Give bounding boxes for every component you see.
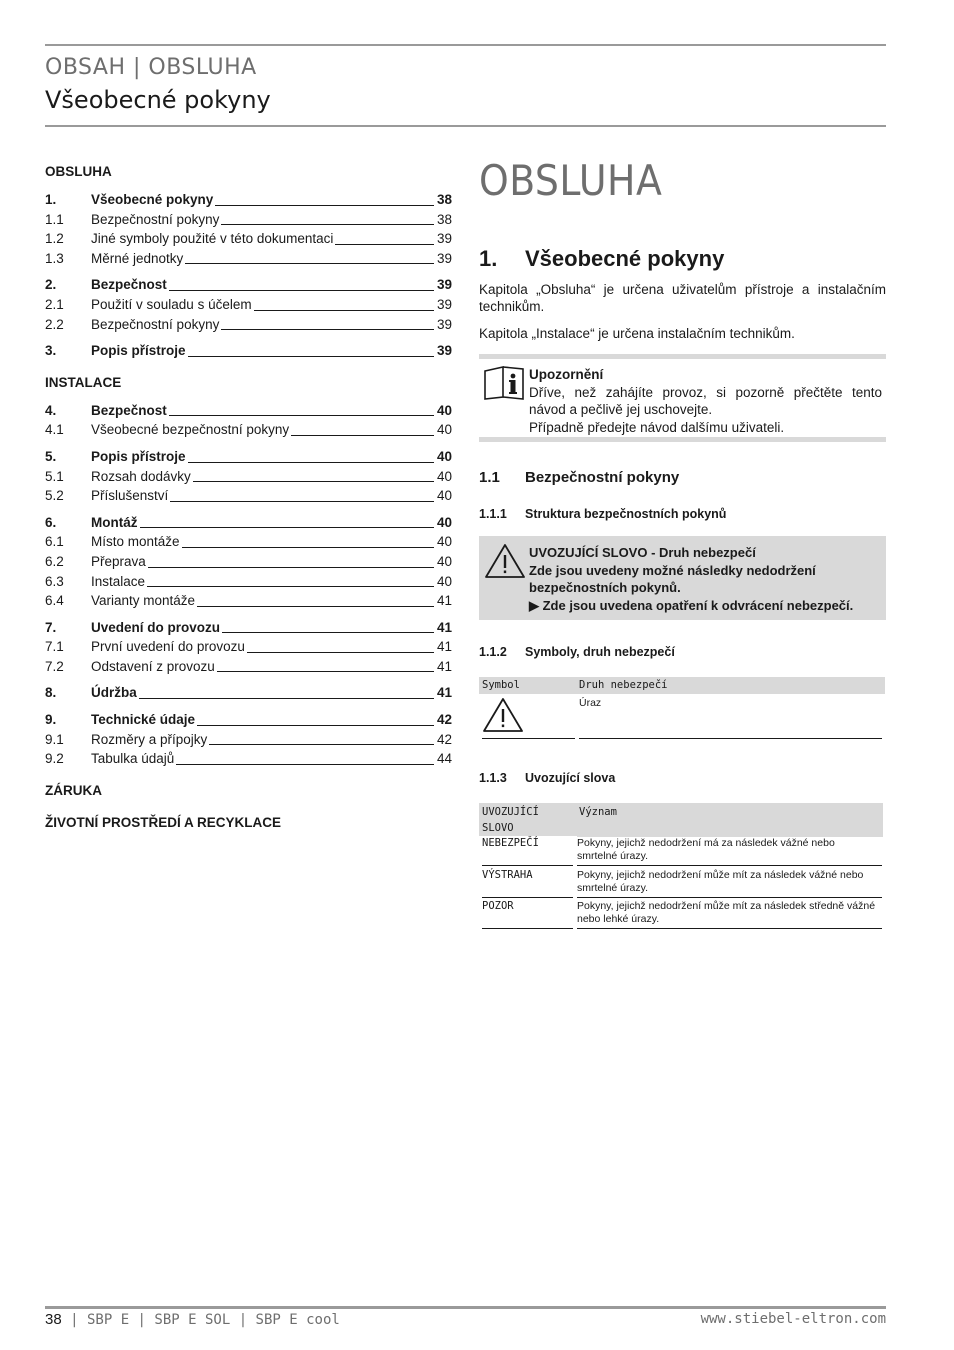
warning-triangle-icon (484, 542, 526, 580)
toc-entry-number: 9.1 (45, 731, 64, 747)
chapter-title: OBSLUHA (479, 156, 663, 205)
section-number: 1.1 (479, 469, 500, 486)
toc-entry[interactable] (45, 657, 452, 677)
toc-entry-page: 40 (436, 553, 452, 569)
table-rule (482, 865, 573, 866)
footer-models: | SBP E | SBP E SOL | SBP E cool (70, 1312, 340, 1328)
toc-entry-title: První uvedení do provozu (91, 639, 245, 655)
toc-entry-page: 40 (436, 448, 452, 464)
toc-leader-line (182, 546, 434, 548)
toc-entry-title: Instalace (91, 573, 146, 589)
toc-leader-line (291, 434, 434, 436)
toc-leader-line (176, 763, 434, 765)
toc-leader-line (185, 262, 434, 264)
toc-entry[interactable] (45, 618, 452, 638)
section-heading-1 (479, 246, 724, 272)
toc-entry-title: Rozměry a přípojky (91, 731, 208, 747)
symbols-header-danger: Druh nebezpečí (577, 677, 885, 694)
toc-entry-number: 2.1 (45, 296, 64, 312)
toc-entry[interactable] (45, 295, 452, 315)
warning-signal: UVOZUJÍCÍ SLOVO - Druh nebezpečí (529, 545, 756, 560)
toc-entry-page: 40 (436, 422, 452, 438)
section-text: Symboly, druh nebezpečí (525, 645, 675, 659)
toc-entry-number: 4.1 (45, 422, 64, 438)
footer-rule (45, 1306, 886, 1309)
toc-leader-line (215, 204, 434, 206)
section-heading-1-1-1 (479, 507, 726, 521)
toc-leader-line (217, 670, 434, 672)
toc-leader-line (222, 631, 434, 633)
toc-heading-instalace: INSTALACE (45, 374, 122, 390)
toc-entry[interactable] (45, 401, 452, 421)
toc-obsluha-list (45, 190, 452, 361)
note-box (479, 354, 886, 442)
toc-entry-page: 39 (436, 231, 452, 247)
table-rule (577, 897, 882, 898)
toc-entry-title: Popis přístroje (91, 343, 186, 359)
signal-meaning: Pokyny, jejichž nedodržení má za následek vážné nebo smrtelné úrazy. (577, 837, 835, 862)
toc-entry-number: 1. (45, 192, 57, 207)
toc-entry-title: Bezpečnostní pokyny (91, 211, 220, 227)
toc-entry-page: 41 (436, 619, 452, 635)
toc-entry-title: Bezpečnost (91, 277, 167, 293)
toc-entry-page: 44 (436, 751, 452, 767)
toc-entry[interactable] (45, 730, 452, 750)
toc-entry-title: Všeobecné pokyny (91, 192, 214, 207)
toc-leader-line (221, 328, 434, 330)
toc-entry-title: Tabulka údajů (91, 751, 175, 767)
toc-entry[interactable] (45, 637, 452, 657)
toc-entry[interactable] (45, 420, 452, 440)
toc-entry-number: 6.1 (45, 534, 64, 550)
toc-entry-title: Technické údaje (91, 712, 196, 728)
header-bottom-rule (45, 125, 886, 127)
section-text: Bezpečnostní pokyny (525, 469, 680, 486)
section-heading-1-1 (479, 469, 679, 486)
signal-word: VÝSTRAHA (482, 869, 533, 881)
toc-entry[interactable] (45, 275, 452, 295)
toc-entry-number: 3. (45, 343, 57, 359)
toc-entry-title: Jiné symboly použité v této dokumentaci (91, 231, 334, 247)
note-title: Upozornění (529, 367, 604, 382)
toc-entry-number: 7. (45, 619, 57, 635)
toc-leader-line (170, 500, 434, 502)
toc-leader-line (254, 309, 434, 311)
section-heading-1-1-2 (479, 645, 675, 659)
section-heading-1-1-3 (479, 771, 615, 785)
table-rule (482, 928, 573, 929)
table-rule (577, 928, 882, 929)
section-text: Všeobecné pokyny (525, 246, 725, 271)
toc-entry-page: 41 (436, 593, 452, 609)
toc-entry-page: 39 (436, 277, 452, 293)
toc-entry[interactable] (45, 249, 452, 269)
toc-entry-title: Popis přístroje (91, 448, 186, 464)
toc-entry-page: 41 (436, 685, 452, 701)
toc-entry-number: 8. (45, 685, 57, 701)
toc-entry-number: 9. (45, 712, 57, 728)
toc-entry[interactable] (45, 190, 452, 210)
warning-consequence: Zde jsou uvedeny možné následky nedodržení bezpečnostních pokynů. (529, 562, 816, 595)
toc-entry-title: Uvedení do provozu (91, 619, 221, 635)
signal-meaning: Pokyny, jejichž nedodržení může mít za následek středně vážné nebo lehké úrazy. (577, 900, 876, 925)
toc-entry-page: 39 (436, 343, 452, 359)
toc-leader-line (209, 743, 434, 745)
toc-leader-line (197, 724, 434, 726)
toc-leader-line (148, 566, 434, 568)
toc-entry-page: 40 (436, 468, 452, 484)
toc-entry[interactable] (45, 486, 452, 506)
toc-entry-number: 6. (45, 514, 57, 530)
toc-entry-title: Použití v souladu s účelem (91, 296, 252, 312)
section-text: Struktura bezpečnostních pokynů (525, 507, 727, 521)
note-text (529, 366, 882, 436)
toc-entry-page: 40 (436, 534, 452, 550)
toc-entry[interactable] (45, 467, 452, 487)
toc-entry[interactable] (45, 532, 452, 552)
toc-entry-title: Měrné jednotky (91, 250, 184, 266)
header-top-rule (45, 44, 886, 46)
header-section-path: OBSAH | OBSLUHA (45, 55, 257, 80)
toc-leader-line (221, 223, 434, 225)
toc-leader-line (197, 605, 434, 607)
signal-header-word-line2: SLOVO (482, 822, 514, 834)
section-number: 1. (479, 246, 498, 271)
toc-entry-number: 1.1 (45, 211, 64, 227)
toc-heading-zivotni: ŽIVOTNÍ PROSTŘEDÍ A RECYKLACE (45, 814, 282, 830)
toc-entry-title: Údržba (91, 685, 137, 701)
toc-entry-page: 41 (436, 639, 452, 655)
warning-box (479, 536, 886, 620)
toc-entry-title: Místo montáže (91, 534, 180, 550)
header-title: Všeobecné pokyny (45, 86, 271, 114)
table-rule (577, 865, 882, 866)
toc-entry[interactable] (45, 552, 452, 572)
toc-entry-title: Rozsah dodávky (91, 468, 191, 484)
toc-entry-title: Montáž (91, 514, 138, 530)
toc-entry-page: 40 (436, 488, 452, 504)
toc-entry-title: Přeprava (91, 553, 146, 569)
intro-paragraph-2: Kapitola „Instalace“ je určena instalačním technikům. (479, 326, 795, 341)
toc-entry[interactable] (45, 447, 452, 467)
toc-entry-number: 9.2 (45, 751, 64, 767)
toc-entry-page: 39 (436, 250, 452, 266)
table-rule (579, 738, 882, 739)
note-line-2: Případně předejte návod dalšímu uživateli. (529, 419, 785, 435)
section-number: 1.1.2 (479, 645, 507, 659)
toc-leader-line (147, 585, 434, 587)
toc-entry-number: 7.2 (45, 658, 64, 674)
toc-entry-number: 5. (45, 448, 57, 464)
toc-entry-number: 2.2 (45, 316, 64, 332)
symbols-header-symbol: Symbol (479, 677, 577, 694)
toc-entry[interactable] (45, 749, 452, 769)
toc-entry[interactable] (45, 210, 452, 230)
toc-entry-page: 42 (436, 712, 452, 728)
toc-entry-page: 39 (436, 296, 452, 312)
table-of-contents (45, 162, 452, 833)
section-number: 1.1.1 (479, 507, 507, 521)
toc-entry[interactable] (45, 315, 452, 335)
toc-leader-line (169, 289, 434, 291)
toc-entry-page: 40 (436, 402, 452, 418)
toc-entry-page: 38 (436, 192, 452, 207)
toc-entry[interactable] (45, 513, 452, 533)
toc-leader-line (139, 697, 434, 699)
warning-triangle-icon (482, 696, 524, 734)
toc-entry-number: 4. (45, 402, 57, 418)
toc-entry-number: 5.1 (45, 468, 64, 484)
footer-left (45, 1311, 340, 1328)
signal-header-word-line1: UVOZUJÍCÍ (482, 806, 539, 818)
toc-leader-line (140, 526, 435, 528)
toc-heading-obsluha: OBSLUHA (45, 164, 112, 179)
warning-text (529, 544, 880, 614)
toc-entry[interactable] (45, 683, 452, 703)
toc-heading-zaruka: ZÁRUKA (45, 782, 102, 798)
toc-entry-number: 6.2 (45, 553, 64, 569)
toc-entry-page: 38 (436, 211, 452, 227)
toc-entry-title: Varianty montáže (91, 593, 196, 609)
table-rule (482, 738, 575, 739)
toc-entry-number: 5.2 (45, 488, 64, 504)
page-number: 38 (45, 1311, 62, 1328)
intro-paragraph-1: Kapitola „Obsluha“ je určena uživatelům přístroje a instalačním technikům. (479, 282, 886, 314)
toc-entry-title: Bezpečnost (91, 402, 167, 418)
toc-entry-number: 6.3 (45, 573, 64, 589)
note-line-1: Dříve, než zahájíte provoz, si pozorně přečtěte tento návod a pečlivě jej uschovejte. (529, 384, 882, 417)
toc-leader-line (188, 355, 434, 357)
toc-leader-line (188, 461, 434, 463)
toc-entry[interactable] (45, 229, 452, 249)
toc-entry-number: 2. (45, 277, 57, 293)
toc-entry[interactable] (45, 710, 452, 730)
symbols-row-danger: Úraz (579, 697, 602, 709)
toc-instalace-list (45, 401, 452, 769)
toc-entry[interactable] (45, 341, 452, 361)
toc-leader-line (169, 414, 434, 416)
toc-entry[interactable] (45, 591, 452, 611)
section-number: 1.1.3 (479, 771, 507, 785)
toc-entry-number: 7.1 (45, 639, 64, 655)
toc-entry-title: Příslušenství (91, 488, 169, 504)
section-text: Uvozující slova (525, 771, 616, 785)
toc-entry-page: 40 (436, 573, 452, 589)
manual-info-icon (483, 365, 525, 401)
toc-entry-title: Všeobecné bezpečnostní pokyny (91, 422, 290, 438)
signal-header-word (479, 803, 577, 836)
toc-leader-line (247, 651, 434, 653)
symbols-table (479, 677, 884, 741)
toc-entry-number: 1.3 (45, 250, 64, 266)
signal-header-meaning: Význam (577, 803, 883, 837)
toc-leader-line (335, 243, 434, 245)
signal-words-table (479, 803, 884, 933)
toc-leader-line (193, 480, 434, 482)
toc-entry-page: 39 (436, 316, 452, 332)
signal-word: POZOR (482, 900, 514, 912)
signal-word: NEBEZPEČÍ (482, 837, 539, 849)
toc-entry[interactable] (45, 572, 452, 592)
table-rule (482, 897, 573, 898)
footer-url: www.stiebel-eltron.com (700, 1311, 886, 1327)
signal-meaning: Pokyny, jejichž nedodržení může mít za následek vážné nebo smrtelné úrazy. (577, 869, 864, 894)
toc-entry-page: 42 (436, 731, 452, 747)
toc-entry-title: Bezpečnostní pokyny (91, 316, 220, 332)
toc-entry-number: 6.4 (45, 593, 64, 609)
toc-entry-page: 41 (436, 658, 452, 674)
toc-entry-title: Odstavení z provozu (91, 658, 215, 674)
toc-entry-number: 1.2 (45, 231, 64, 247)
toc-entry-page: 40 (436, 514, 452, 530)
warning-action: ▶ Zde jsou uvedena opatření k odvrácení nebezpečí. (529, 597, 854, 613)
